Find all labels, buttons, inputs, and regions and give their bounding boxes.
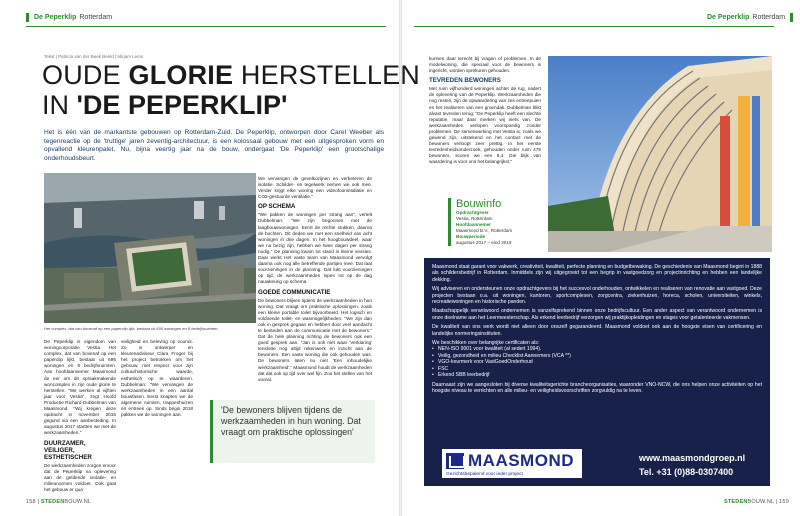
bouwinfo-value: augustus 2017 – eind 2019 xyxy=(456,240,512,245)
logo-wordmark: MAASMOND xyxy=(468,450,574,470)
magazine-name: STEDEN xyxy=(40,499,65,505)
ad-paragraph: Wij adviseren en ondersteunen onze opdrachtgevers bij het succesvol onderhouden, ontwikkelen en realiseren van renovatie aan vastgoed. Deze projecten bestaan o.a. uit woningen, kantoren, sportcomplexen, zorgcentra, ziekenhuizen, horeca, scholen, universiteiten, winkels, recreatiewoningen en historische panden. xyxy=(432,286,762,306)
bouwinfo-label: Hoofdaannemer xyxy=(456,222,491,227)
paragraph: We vervangen de gevelkozijnen en verbeteren de isolatie. Schilder- en tegelwerk nemen we ook mee. Verder krijgt elke woning een videofoonintallatie en CO2-gestuurde ventilatie." xyxy=(258,176,372,200)
building-photo xyxy=(548,56,772,252)
list-item: • VGO-keurmerk voor VastGoedOnderhoud xyxy=(432,359,762,365)
page-number: 158 xyxy=(26,499,36,505)
header-section: De Peperklip xyxy=(707,14,750,21)
paragraph: De Peperklip is eigendom van woningcorporatie Vestia. Het complex, dat van bovenaf op een paperclip lijkt, bestaat uit 695 woningen en 8 bedrijfsruimten. Aan hoofdaannemer Maasmond de eer om dit spraakmakende woncomplex in zijn oude glorie te herstellen. "We werken al vijftien jaar voor Vestia", zegt Hoofd Productie Richard Dubbelman van Maasmond. "Wij kregen deze opdracht in november 2016 gegund via een aanbesteding. In augustus 2017 startten we met de werkzaamheden." xyxy=(44,339,116,436)
article-column-3 xyxy=(258,176,372,383)
page-number: 159 xyxy=(779,499,789,505)
paragraph: De bewoners blijven tijdens de werkzaamheden in hun woning. Dat vraagt om praktische oplossingen, zoals een kleine portable toilet bijvoorbeeld. Het logisch en voldoende toilet- en wasmogelijkheden. "We zijn dan ook in gesprek gegaan en hebben door veel aandacht te besteden aan de communicatie met de bewoners." Dat de hele planning richting de bewoners ook een goed gesprek aan. "Jan is ook niet waar 'Verklaring' tenslotte nog altijd rekenwerk en inzicht aan de bewoners. Een vaste woning die ook gehouden was. De bewoners laten nu niet 'Een inhoudelijke werkzaamheid'." Maasmond houdt de werkzaamheden dat dat ook op tijd over wel fijn. Zou het stellen van het vooral. xyxy=(258,297,372,382)
subheading: TEVREDEN BEWONERS xyxy=(429,77,501,85)
paragraph: kunnen daar terecht bij vragen of problemen. In de modelwoning, die speciaal voor de bewoners is ingericht, worden sprekuren gehouden. xyxy=(429,56,541,74)
bouwinfo-value: Maasmond B.V., Rotterdam xyxy=(456,228,513,233)
list-item: • Veilig, gezondheid en milieu Checklist Aannemers (VCA **) xyxy=(432,353,762,359)
bouwinfo-value: Vestia, Rotterdam xyxy=(456,216,493,221)
header-section: De Peperklip xyxy=(34,14,77,21)
header-city: Rotterdam xyxy=(752,14,786,21)
ad-paragraph: Daarnaast zijn we aangesloten bij diverse kwaliteitsgerichte brancheorganisaties, waaronder VNO-NCW, die ons helpen onze activiteiten op het hoogste niveau te verrichten en alle milieu- en veiligheidsvoorschriften zorgvuldig na te leven. xyxy=(432,381,762,394)
right-footer: STEDENBOUW.NL | 159 xyxy=(724,499,789,505)
subheading: GOEDE COMMUNICATIE xyxy=(258,288,331,296)
bouwinfo-label: Opdrachtgever xyxy=(456,210,489,215)
maasmond-logo-icon xyxy=(446,453,464,469)
subheading: OP SCHEMA xyxy=(258,203,296,211)
maasmond-logo xyxy=(442,449,582,478)
certificate-list xyxy=(432,346,762,378)
ad-paragraph: Maatschappelijk verantwoord ondernemen is vanzelfsprekend binnen onze bedrijfscultuur. Een ander aspect van verantwoord ondernemen is onze deelname aan het Leermeesterschap. Als erkend leerbedrijf verzorgen wij praktijkopleidingen en stages voor getalenteerde vakmensen. xyxy=(432,308,762,321)
left-header-rule xyxy=(26,26,386,27)
bouwinfo-box xyxy=(448,198,528,246)
aerial-photo xyxy=(44,173,256,323)
list-item: • Erkend SBB leerbedrijf xyxy=(432,372,762,378)
right-header-rule xyxy=(414,26,774,27)
article-column-4 xyxy=(429,56,541,166)
phone-number: Tel. +31 (0)88-0307400 xyxy=(639,467,734,477)
paragraph: De werkzaamheden zorgen ervoor dat de Peperklip na oplevering aan de geldende isolatie- en milieunormen voldoet. Ook gaat het gebouw er qua xyxy=(44,462,116,492)
ad-paragraph: Maasmond staat garant voor vakwerk, creativiteit, kwaliteit, perfecte planning en budgetbewaking. De geschiedenis van Maasmond begint in 1888 als schildersbedrijf in Rotterdam. Inmiddels zijn wij uitgegroeid tot een begrip in vastgoedzorg en projectinrichting en hebben een landelijke dekking. xyxy=(432,264,762,283)
header-city: Rotterdam xyxy=(79,14,113,21)
article-column-1 xyxy=(44,339,116,493)
list-item: • FSC xyxy=(432,366,762,372)
left-footer: 158 | STEDENBOUW.NL xyxy=(26,499,92,505)
list-item: • NEN-ISO 9001 voor kwaliteit (al sedert 1994). xyxy=(432,346,762,352)
article-title: OUDE GLORIE HERSTELLEN IN 'DE PEPERKLIP' xyxy=(42,60,420,120)
maasmond-advertisement xyxy=(424,258,770,486)
left-running-header xyxy=(26,13,112,22)
website-link[interactable]: www.maasmondgroep.nl xyxy=(639,453,746,463)
right-running-header xyxy=(707,13,793,22)
bouwinfo-title: Bouwinfo xyxy=(456,198,502,210)
magazine-name: STEDEN xyxy=(724,499,748,505)
article-intro: Het is één van de markantste gebouwen op Rotterdam-Zuid. De Peperklip, ontworpen door Carel Weeber als tegenreactie op de 'truttige' jaren zeventig-architectuur, is een kolossaal gebouw met een uitgesproken vorm en opvallend kleurenpalet. Nu, bijna veertig jaar na de bouw, ondergaat 'De Peperklip' een grootschalige onderhoudsbeurt. xyxy=(44,129,384,162)
bouwinfo-label: Bouwperiode xyxy=(456,234,486,239)
pull-quote: 'De bewoners blijven tijdens de werkzaamheden in hun woning. Dat vraagt om praktische oplossingen' xyxy=(210,400,375,463)
logo-tagline: Gezichtsbepalend voor ieder project xyxy=(446,471,523,477)
paragraph: veiligheid en beleving op vooruit. Zo is ontwerper en kleurenadviseur Clara Froger bij het project betrokken om het gebouw, met respect voor zijn cultuurhistorische waarde, esthetisch op te waarderen. Dubbelman: "We vervangen de werkzaamheden in een aantal bouwfasen. Eerst knapten we de algemene ruimten, trappenhuizen en entrees op. Sinds begin 2018 pakken we de woningen aan. xyxy=(121,339,193,418)
subheading: DUURZAMER, VEILIGER, ESTHETISCHER xyxy=(44,439,92,461)
paragraph: "We pakken de woningen per strang aan", vertelt Dubbelman. "We zijn begonnen met de laagbouwwoningen. Eerst de rechte stukken, daarna de bochten. Dit deden we met een snelheid van acht woningen in drie dagen. In het hoogbouwdeel, waar we nu bezig zijn, hebben we twee dagen per strang nodig." De planning kwam tot stand in kleine sessies. Daar werkt Het vaste team van Maasmond vervolgt daarna ook nog alle betreffende partijen mee. Dat laat voorzieningen in de planning. Dat lukt voorzieningen op tijd, de werkzaamheden lopen tot op de dag nauwkeurig op schema. xyxy=(258,212,372,285)
article-credit: Tekst | Patricia van der Beek Beeld | Mirjam Lems xyxy=(44,54,144,59)
article-column-2 xyxy=(121,339,193,418)
photo-caption: Het complex, dat van bovenaf op een paperclip lijkt, bestaat uit 695 woningen en 8 bedrijfsruimten. xyxy=(44,326,219,331)
paragraph: Met ruim vijfhonderd woningen achter de rug, nadert de oplevering van de Peperklip. Werkzaamheden die nog resten, zijn de opwaardering van zes entreepuien en het realiseren van een groendak. Dubbelman blikt alvast tevreden terug: "De Peperklip heeft een slechte reputatie, maar daar merken wij niets van. De werkzaamheden verlopen voorspoedig zonder problemen. De samenwerking met Vestia is, zoals we gewend zijn, uitstekend en het contact met de bewoners verloopt zeer prettig. In het eerste tevredenheidsonderzoek, gehouden onder ruim 475 bewoners, scoren we een 8,4. Die blijk van waardering is voor ons het belangrijkst." xyxy=(429,86,541,165)
ad-paragraph: We beschikken over belangrijke certificaten als: xyxy=(432,340,540,347)
ad-paragraph: De kwaliteit van ons werk wordt niet alleen door onszelf gegarandeerd. Maasmond voldoet ook aan de hoogste eisen van certificering en landelijke normeringsinstituten. xyxy=(432,324,762,337)
